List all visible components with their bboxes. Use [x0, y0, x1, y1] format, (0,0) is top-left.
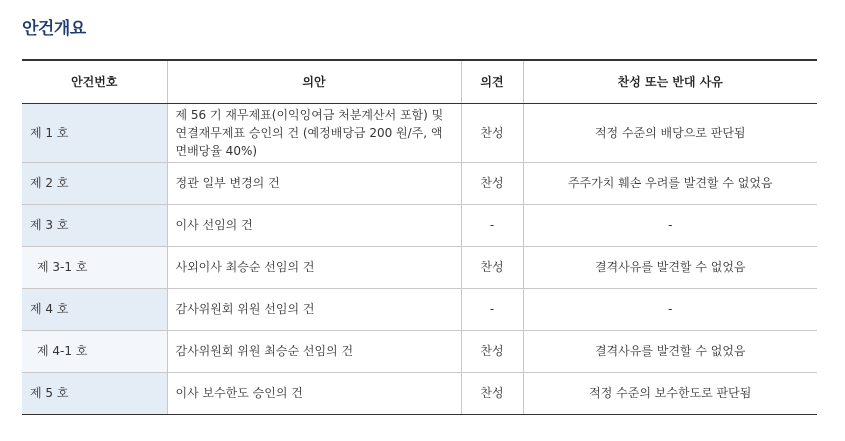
- agenda-cell: 이사 보수한도 승인의 건: [167, 372, 461, 414]
- table-row: [22, 288, 817, 330]
- agenda-table: [22, 59, 817, 415]
- reason-cell: 결격사유를 발견할 수 없었음: [523, 246, 817, 288]
- table-row: [22, 372, 817, 414]
- table-row: [22, 162, 817, 204]
- agenda-number-cell: 제 3 호: [22, 204, 167, 246]
- opinion-cell: 찬성: [461, 246, 523, 288]
- table-row: [22, 246, 817, 288]
- reason-cell: 결격사유를 발견할 수 없었음: [523, 330, 817, 372]
- table-row: [22, 204, 817, 246]
- agenda-cell: 감사위원회 위원 선임의 건: [167, 288, 461, 330]
- reason-cell: 적정 수준의 보수한도로 판단됨: [523, 372, 817, 414]
- table-row: [22, 103, 817, 162]
- header-agenda: 의안: [167, 60, 461, 103]
- reason-cell: 적정 수준의 배당으로 판단됨: [523, 103, 817, 162]
- agenda-number-cell: 제 4 호: [22, 288, 167, 330]
- agenda-cell: 이사 선임의 건: [167, 204, 461, 246]
- agenda-cell: 제 56 기 재무제표(이익잉여금 처분계산서 포함) 및 연결재무제표 승인의 건 (예정배당금 200 원/주, 액면배당율 40%): [167, 103, 461, 162]
- header-opinion: 의견: [461, 60, 523, 103]
- agenda-cell: 정관 일부 변경의 건: [167, 162, 461, 204]
- agenda-cell: 사외이사 최승순 선임의 건: [167, 246, 461, 288]
- table-row: [22, 330, 817, 372]
- header-reason: 찬성 또는 반대 사유: [523, 60, 817, 103]
- opinion-cell: 찬성: [461, 162, 523, 204]
- page-title: 안건개요: [22, 19, 86, 39]
- reason-cell: -: [523, 204, 817, 246]
- agenda-number-cell: 제 2 호: [22, 162, 167, 204]
- opinion-cell: -: [461, 288, 523, 330]
- reason-cell: 주주가치 훼손 우려를 발견할 수 없었음: [523, 162, 817, 204]
- agenda-number-cell: 제 5 호: [22, 372, 167, 414]
- opinion-cell: -: [461, 204, 523, 246]
- agenda-number-cell: 제 4-1 호: [22, 330, 167, 372]
- reason-cell: -: [523, 288, 817, 330]
- opinion-cell: 찬성: [461, 330, 523, 372]
- agenda-cell: 감사위원회 위원 최승순 선임의 건: [167, 330, 461, 372]
- agenda-number-cell: 제 1 호: [22, 103, 167, 162]
- header-agenda-number: 안건번호: [22, 60, 167, 103]
- opinion-cell: 찬성: [461, 372, 523, 414]
- opinion-cell: 찬성: [461, 103, 523, 162]
- table-header-row: [22, 60, 817, 103]
- agenda-number-cell: 제 3-1 호: [22, 246, 167, 288]
